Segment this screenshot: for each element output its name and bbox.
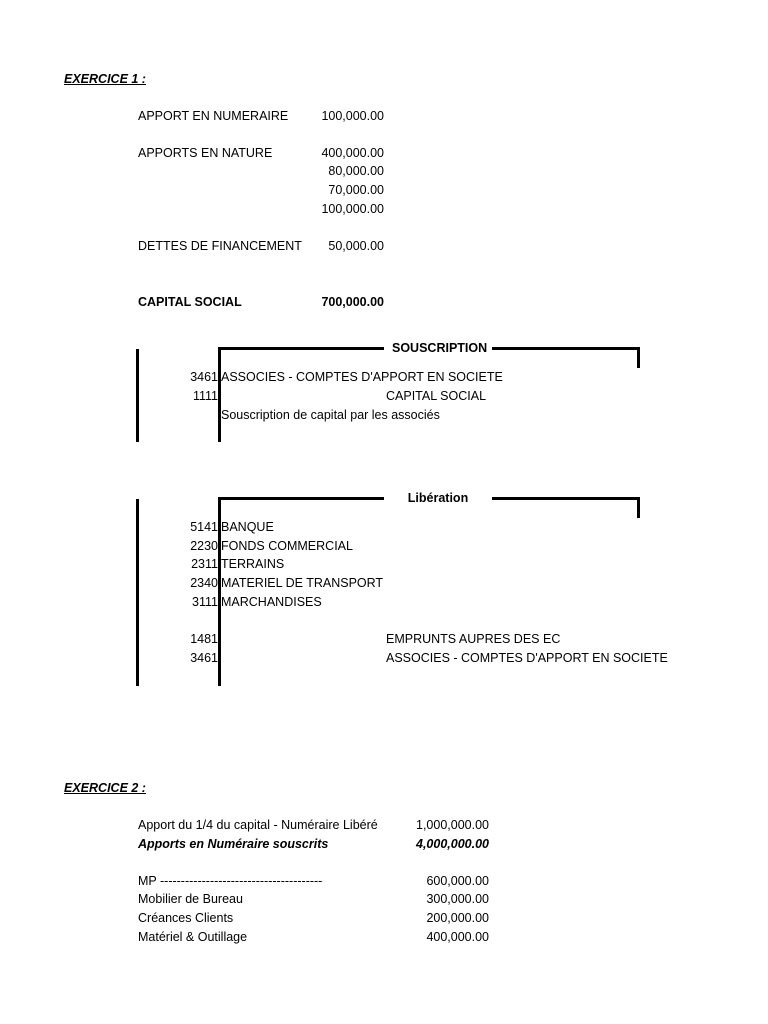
debit-account-label: BANQUE bbox=[221, 520, 274, 534]
debit-account: 2311 bbox=[191, 557, 218, 571]
journal-left-rule bbox=[136, 499, 139, 686]
materiel-outillage-label: Matériel & Outillage bbox=[138, 930, 248, 944]
creances-clients-value: 200,000.00 bbox=[426, 911, 489, 925]
souscription-heading: SOUSCRIPTION bbox=[384, 341, 492, 355]
dettes-financement-label: DETTES DE FINANCEMENT bbox=[138, 239, 302, 253]
exercice-2-title: EXERCICE 2 : bbox=[64, 781, 146, 795]
apport-numeraire-label: APPORT EN NUMERAIRE bbox=[138, 109, 289, 123]
debit-account-label: FONDS COMMERCIAL bbox=[221, 539, 353, 553]
credit-account: 1111 bbox=[192, 389, 218, 403]
capital-social-value: 700,000.00 bbox=[321, 295, 384, 309]
liberation-heading: Libération bbox=[384, 491, 492, 505]
debit-account-label: MARCHANDISES bbox=[221, 595, 322, 609]
entry-description: Souscription de capital par les associés bbox=[221, 408, 440, 422]
journal-right-tick bbox=[637, 347, 640, 368]
credit-account-label: ASSOCIES - COMPTES D'APPORT EN SOCIETE bbox=[386, 651, 668, 665]
debit-account: 3461 bbox=[190, 370, 218, 384]
materiel-outillage-value: 400,000.00 bbox=[426, 930, 489, 944]
apport-quart-capital-label: Apport du 1/4 du capital - Numéraire Libéré bbox=[138, 818, 378, 832]
apports-nature-value-3: 70,000.00 bbox=[328, 183, 384, 197]
mobilier-bureau-label: Mobilier de Bureau bbox=[138, 892, 243, 906]
apports-nature-value-2: 80,000.00 bbox=[328, 164, 384, 178]
mobilier-bureau-value: 300,000.00 bbox=[426, 892, 489, 906]
creances-clients-label: Créances Clients bbox=[138, 911, 234, 925]
credit-account-label: EMPRUNTS AUPRES DES EC bbox=[386, 632, 561, 646]
debit-account: 2230 bbox=[190, 539, 218, 553]
debit-account-label: ASSOCIES - COMPTES D'APPORT EN SOCIETE bbox=[221, 370, 503, 384]
apports-souscrits-label: Apports en Numéraire souscrits bbox=[138, 837, 329, 851]
debit-account: 5141 bbox=[190, 520, 218, 534]
apport-quart-capital-value: 1,000,000.00 bbox=[416, 818, 489, 832]
apport-numeraire-value: 100,000.00 bbox=[321, 109, 384, 123]
debit-account: 2340 bbox=[190, 576, 218, 590]
journal-account-rule bbox=[218, 347, 221, 442]
mp-label: MP --------------------------------------- bbox=[138, 874, 323, 888]
dettes-financement-value: 50,000.00 bbox=[328, 239, 384, 253]
apports-souscrits-value: 4,000,000.00 bbox=[416, 837, 489, 851]
debit-account-label: MATERIEL DE TRANSPORT bbox=[221, 576, 384, 590]
debit-account: 3111 bbox=[192, 595, 218, 609]
credit-account: 1481 bbox=[190, 632, 218, 646]
apports-nature-label: APPORTS EN NATURE bbox=[138, 146, 273, 160]
credit-account-label: CAPITAL SOCIAL bbox=[386, 389, 487, 403]
debit-account-label: TERRAINS bbox=[221, 557, 285, 571]
exercice-1-title: EXERCICE 1 : bbox=[64, 72, 146, 86]
apports-nature-value-1: 400,000.00 bbox=[321, 146, 384, 160]
apports-nature-value-4: 100,000.00 bbox=[321, 202, 384, 216]
credit-account: 3461 bbox=[190, 651, 218, 665]
mp-value: 600,000.00 bbox=[426, 874, 489, 888]
journal-right-tick bbox=[637, 497, 640, 518]
journal-left-rule bbox=[136, 349, 139, 442]
capital-social-label: CAPITAL SOCIAL bbox=[138, 295, 242, 309]
